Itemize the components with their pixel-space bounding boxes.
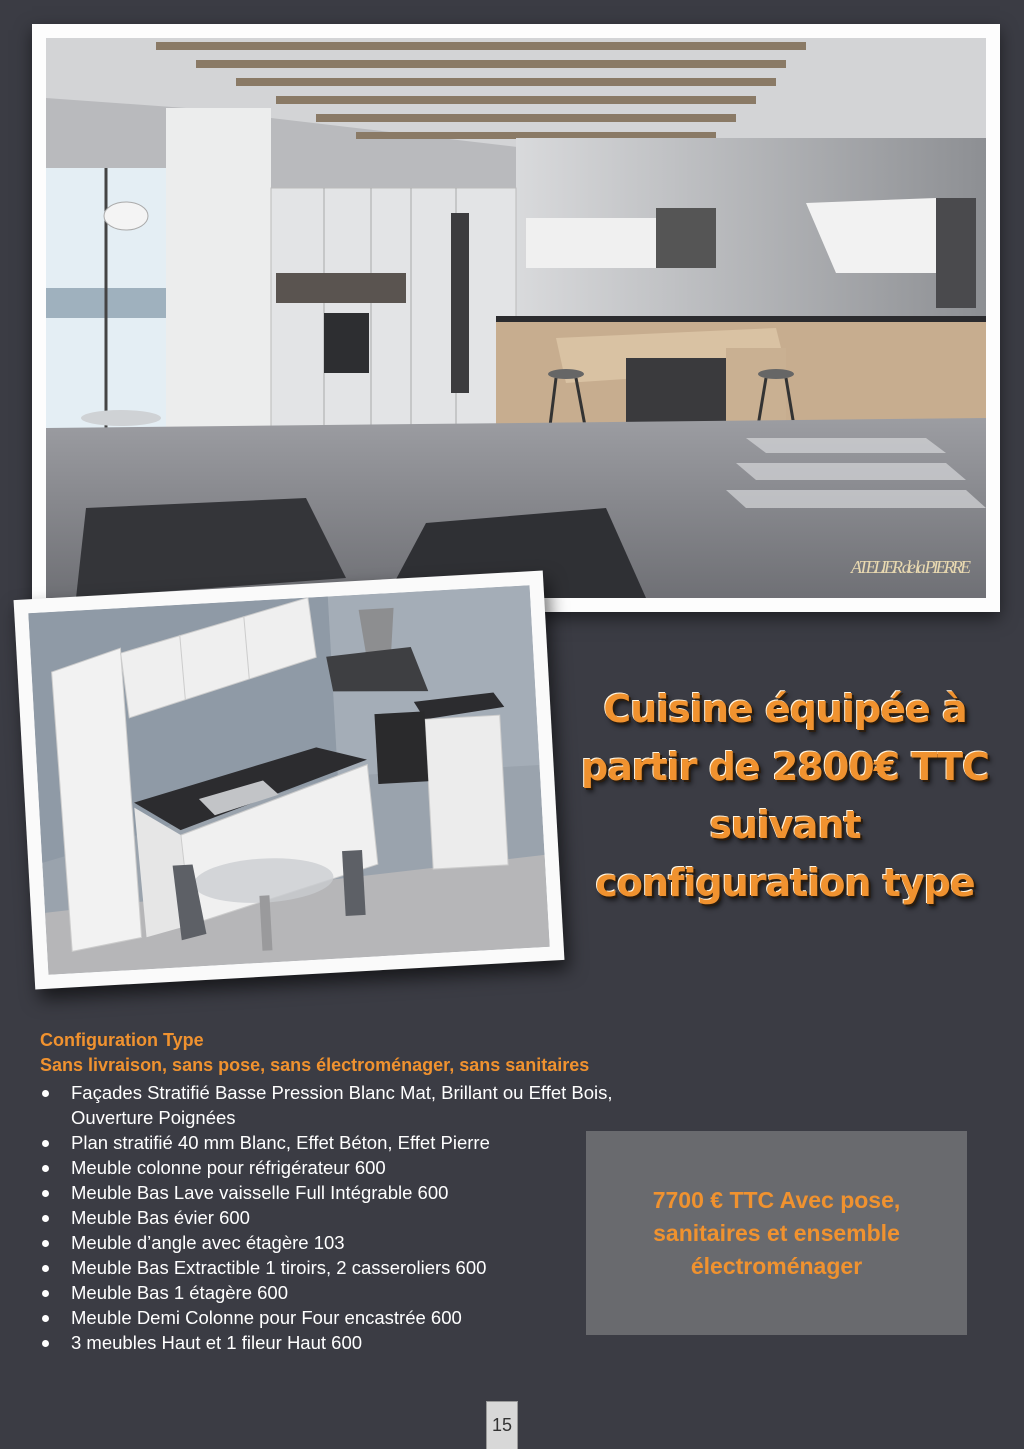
list-item: Meuble colonne pour réfrigérateur 600 bbox=[40, 1155, 640, 1180]
config-subtitle: Sans livraison, sans pose, sans électroménager, sans sanitaires bbox=[40, 1055, 590, 1075]
headline-line: Cuisine équipée à bbox=[603, 687, 967, 731]
list-item: Meuble Bas Lave vaisselle Full Intégrable 600 bbox=[40, 1180, 640, 1205]
headline-line: suivant bbox=[709, 803, 861, 847]
price-box bbox=[586, 1131, 967, 1335]
list-item: Meuble Bas évier 600 bbox=[40, 1205, 640, 1230]
headline-line: partir de 2800€ TTC bbox=[581, 745, 989, 789]
price-text: 7700 € TTC Avec pose, sanitaires et ensemble électroménager bbox=[652, 1186, 901, 1279]
headline-line: configuration type bbox=[595, 861, 975, 905]
list-item: Façades Stratifié Basse Pression Blanc Mat, Brillant ou Effet Bois, Ouverture Poignées bbox=[40, 1080, 640, 1130]
brand-logo: ATELIER de la PIERRE bbox=[851, 557, 971, 577]
list-item: Meuble Bas 1 étagère 600 bbox=[40, 1280, 640, 1305]
config-title: Configuration Type bbox=[40, 1030, 204, 1050]
list-item: Meuble d’angle avec étagère 103 bbox=[40, 1230, 640, 1255]
headline bbox=[570, 680, 1000, 912]
kitchen-render-frame bbox=[14, 571, 565, 990]
config-list bbox=[40, 1080, 640, 1355]
kitchen-render-image bbox=[28, 585, 549, 974]
list-item: Meuble Bas Extractible 1 tiroirs, 2 casseroliers 600 bbox=[40, 1255, 640, 1280]
configuration-section bbox=[40, 1028, 640, 1355]
hero-photo-frame bbox=[32, 24, 1000, 612]
list-item: 3 meubles Haut et 1 fileur Haut 600 bbox=[40, 1330, 640, 1355]
list-item: Plan stratifié 40 mm Blanc, Effet Béton, Effet Pierre bbox=[40, 1130, 640, 1155]
list-item: Meuble Demi Colonne pour Four encastrée 600 bbox=[40, 1305, 640, 1330]
page-number: 15 bbox=[486, 1401, 518, 1449]
hero-kitchen-photo bbox=[46, 38, 986, 598]
